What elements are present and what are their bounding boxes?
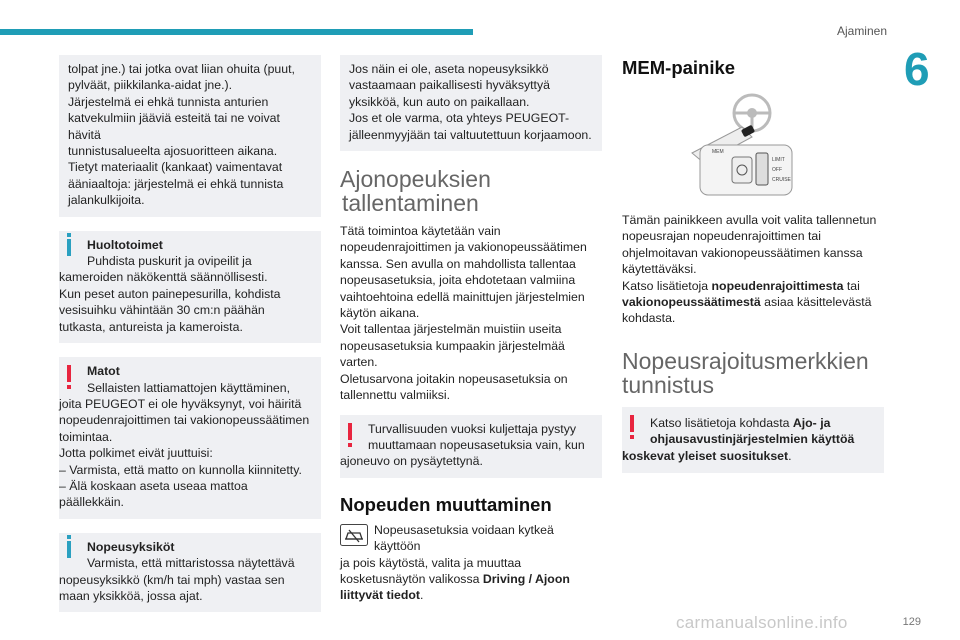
- menu-path-text: Driving / Ajoon: [482, 571, 570, 586]
- menu-path-text: liittyvät tiedot: [340, 588, 420, 603]
- page-number: 129: [902, 616, 921, 628]
- text-line: [622, 448, 875, 464]
- text-line: [340, 571, 602, 587]
- text-line: kameroiden näkökenttä säännöllisesti.: [59, 270, 268, 285]
- text-line: [622, 278, 884, 294]
- text-line: Voit tallentaa järjestelmän muistiin useita: [340, 322, 562, 337]
- warning-icon: [348, 423, 352, 440]
- limit-label: LIMIT: [772, 157, 785, 163]
- text-line: ohjelmoitavan vakionopeussäätimen kanssa: [622, 245, 863, 260]
- text-line: katvekulmiin jääviä esteitä tai ne voivat hävitä: [68, 111, 280, 142]
- text-line: jälleenmyyjään tai valtuutettuun korjaamoon.: [349, 127, 592, 142]
- text-line: maan yksikköä, jossa ajat.: [59, 588, 203, 603]
- text-line: Kun peset auton painepesurilla, kohdista: [59, 286, 281, 301]
- chapter-number: 6: [904, 43, 930, 95]
- text-line: kanssa. Sen avulla on mahdollista tallentaa: [340, 256, 576, 271]
- text-line: Tätä toimintoa käytetään vain: [340, 224, 501, 239]
- text-line: tallennettu valmiiksi.: [340, 388, 451, 403]
- text-line: nopeusyksikkö (km/h tai mph) vastaa sen: [59, 572, 285, 587]
- speed-units-info-box: [59, 533, 321, 613]
- text-line: Turvallisuuden vuoksi kuljettaja pystyy: [368, 421, 577, 436]
- speed-units-continued-box: [340, 55, 602, 151]
- mem-label: MEM: [712, 149, 724, 155]
- mem-paragraph: [622, 212, 884, 327]
- car-settings-icon: [340, 524, 368, 546]
- mem-button-illustration: [672, 91, 812, 201]
- section-heading-sign-recognition: [622, 349, 884, 397]
- text-line: – Älä koskaan aseta useaa mattoa: [59, 478, 248, 493]
- mats-warning-box: [59, 357, 321, 519]
- safety-warning-box: [340, 415, 602, 478]
- text-line: yksikköä, kun auto on paikallaan.: [349, 94, 530, 109]
- text-line: muuttamaan nopeusasetuksia vain, kun: [368, 437, 585, 452]
- text-line: nopeudenrajoittimen tai vakionopeussäätimen: [59, 413, 310, 428]
- heading-line: tallentaminen: [342, 190, 479, 217]
- text-line: nopeusrajan nopeudenrajoittimen tai: [622, 229, 821, 244]
- text-line: Tämän painikkeen avulla voit valita tallennetun: [622, 213, 877, 227]
- section-heading-changing-speed: Nopeuden muuttaminen: [340, 493, 552, 515]
- column-3: [622, 55, 884, 487]
- text-line: vaihtoehtoina edellä mainittujen järjestelmien: [340, 289, 585, 304]
- text-line: Oletusarvona joitakin nopeusasetuksia on: [340, 371, 568, 386]
- text-line: joita PEUGEOT ei ole hyväksynyt, voi häiritä: [59, 396, 302, 411]
- text-line: Jos et ole varma, ota yhteys PEUGEOT-: [349, 111, 570, 126]
- text-line: [650, 415, 875, 431]
- text-line: vesisuihku vähintään 30 cm:n päähän: [59, 303, 265, 318]
- text-line: ajoneuvo on pysäytettynä.: [340, 454, 483, 469]
- heading-line: tunnistus: [622, 371, 715, 398]
- watermark: carmanualsonline.info: [676, 613, 848, 632]
- text-line: [650, 431, 875, 447]
- text-line: toimintaa.: [59, 429, 113, 444]
- text-line: käytettäväksi.: [622, 262, 697, 277]
- section-name: Ajaminen: [836, 24, 887, 38]
- text-line: Järjestelmä ei ehkä tunnista anturien: [68, 94, 269, 109]
- text-line: tutkasta, antureista ja kameroista.: [59, 319, 243, 334]
- text-line: jalankulkijoita.: [68, 193, 145, 208]
- text-run: .: [419, 588, 424, 603]
- text-line: Varmista, että mittaristossa näytettävä: [87, 556, 295, 571]
- heading-line: Nopeusrajoitusmerkkien: [622, 347, 869, 374]
- text-line: [622, 294, 884, 310]
- text-line: Jos näin ei ole, aseta nopeusyksikkö: [349, 62, 549, 76]
- text-run: kosketusnäytön valikossa: [340, 571, 483, 586]
- text-run: .: [788, 448, 792, 463]
- bold-reference: Ajo- ja: [792, 415, 831, 430]
- text-run: asiaa käsittelevästä: [760, 295, 872, 310]
- notice-title: Matot: [87, 364, 120, 379]
- heading-line: Ajonopeuksien: [340, 166, 491, 193]
- bold-reference: koskevat yleiset suositukset: [622, 448, 789, 463]
- changing-speed-paragraph: [340, 522, 602, 604]
- notice-title: Huoltotoimet: [87, 237, 163, 252]
- text-line: kohdasta.: [622, 311, 676, 326]
- text-line: vastaamaan paikallisesti hyväksyttyä: [349, 78, 550, 93]
- warning-icon: [630, 415, 634, 432]
- column-1: [59, 55, 321, 626]
- bold-reference: vakionopeussäätimestä: [622, 295, 761, 310]
- obstacle-note-box: [59, 55, 321, 217]
- memorising-paragraph: [340, 223, 602, 403]
- column-2: [340, 55, 602, 604]
- cruise-label: CRUISE: [772, 177, 791, 183]
- text-line: nopeusasetuksia, joita ehdotetaan valmiina: [340, 273, 576, 288]
- text-line: nopeudenrajoittimen ja vakionopeussäätimen: [340, 240, 587, 255]
- text-line: Tietyt materiaalit (kankaat) vaimentavat: [68, 160, 283, 175]
- text-line: Puhdista puskurit ja ovipeilit ja: [87, 254, 252, 269]
- text-line: päällekkäin.: [59, 495, 124, 510]
- info-icon: [67, 239, 71, 256]
- text-run: Katso lisätietoja: [622, 278, 712, 293]
- bold-reference: nopeudenrajoittimesta: [711, 278, 844, 293]
- off-label: OFF: [772, 167, 782, 173]
- warning-icon: [67, 365, 71, 382]
- sign-recognition-warning-box: [622, 407, 884, 473]
- text-line: ääniaaltoja: järjestelmä ei ehkä tunnista: [68, 176, 284, 191]
- text-run: tai: [843, 278, 860, 293]
- text-line: – Varmista, että matto on kunnolla kiinnitetty.: [59, 462, 302, 477]
- text-run: Katso lisätietoja kohdasta: [650, 415, 793, 430]
- text-line: pylväät, piikkilanka-aidat jne.).: [68, 78, 233, 93]
- text-line: Sellaisten lattiamattojen käyttäminen,: [87, 380, 291, 395]
- text-line: Jotta polkimet eivät juuttuisi:: [59, 446, 213, 461]
- header-accent-bar: [0, 29, 473, 35]
- text-line: tolpat jne.) tai jotka ovat liian ohuita (puut,: [68, 62, 295, 76]
- text-line: ja pois käytöstä, valita ja muuttaa: [340, 555, 522, 570]
- text-line: [340, 587, 602, 603]
- info-icon: [67, 541, 71, 558]
- text-line: nopeusasetuksia kumpaakin järjestelmää varten.: [340, 338, 565, 370]
- text-line: Nopeusasetuksia voidaan kytkeä käyttöön: [374, 522, 554, 554]
- notice-title: Nopeusyksiköt: [87, 539, 175, 554]
- section-heading-mem-button: MEM-painike: [622, 57, 736, 78]
- bold-reference: ohjausavustinjärjestelmien käyttöä: [650, 432, 855, 447]
- text-line: käytön aikana.: [340, 306, 420, 321]
- maintenance-info-box: [59, 231, 321, 343]
- section-heading-memorising: [340, 167, 602, 215]
- text-line: tunnistusalueelta ajosuoritteen aikana.: [68, 144, 278, 159]
